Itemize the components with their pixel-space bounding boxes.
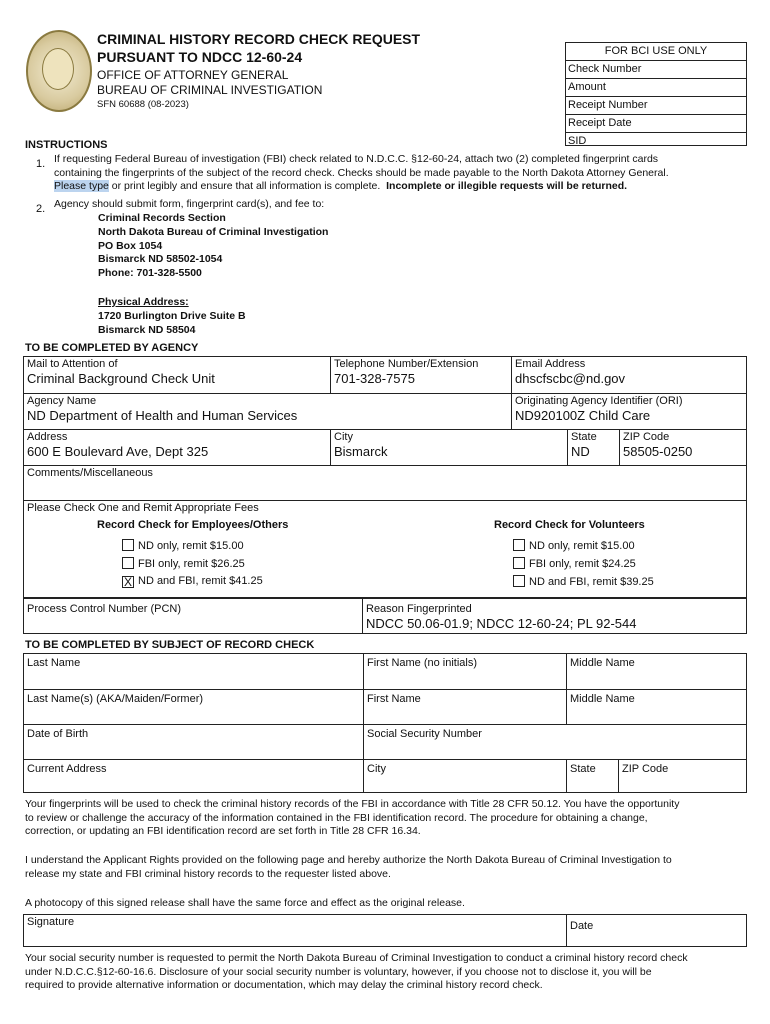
subject-zip-label: ZIP Code bbox=[622, 763, 669, 775]
bureau-name: BUREAU OF CRIMINAL INVESTIGATION bbox=[97, 83, 323, 97]
aka-first-name-label: First Name bbox=[367, 693, 421, 705]
physical-address-heading: Physical Address: bbox=[98, 296, 189, 308]
notice-line: required to provide alternative information or documentation, which may delay the criminal history record check. bbox=[25, 979, 543, 991]
signature-label: Signature bbox=[27, 916, 75, 928]
form-title-line1: CRIMINAL HISTORY RECORD CHECK REQUEST bbox=[97, 31, 421, 47]
comments-label: Comments/Miscellaneous bbox=[27, 467, 153, 479]
instruction-1-line2: containing the fingerprints of the subject of the record check. Checks should be made payable to the North Dakota Attorney General. bbox=[54, 166, 669, 179]
seal-badge-icon bbox=[42, 48, 74, 90]
address-value: 600 E Boulevard Ave, Dept 325 bbox=[27, 444, 209, 459]
photocopy-notice: A photocopy of this signed release shall have the same force and effect as the original release. bbox=[25, 897, 465, 909]
employees-heading: Record Check for Employees/Others bbox=[97, 519, 289, 531]
date-field[interactable] bbox=[566, 915, 746, 946]
volunteer-option-nd-fbi[interactable] bbox=[513, 575, 654, 589]
email-field[interactable] bbox=[511, 357, 746, 393]
mail-attention-field[interactable] bbox=[24, 357, 330, 393]
current-address-label: Current Address bbox=[27, 763, 107, 775]
state-value: ND bbox=[571, 444, 590, 459]
volunteer-option-fbi[interactable] bbox=[513, 557, 636, 571]
notice-line: to review or challenge the accuracy of the information contained in the FBI identification record. The procedure for obtaining a change, bbox=[25, 811, 648, 824]
mail-line: PO Box 1054 bbox=[98, 239, 163, 252]
employee-option-nd-fbi[interactable] bbox=[122, 575, 263, 588]
dob-field[interactable] bbox=[24, 724, 363, 759]
subject-section-heading: TO BE COMPLETED BY SUBJECT OF RECORD CHECK bbox=[25, 639, 315, 651]
address-label: Address bbox=[27, 431, 68, 443]
zip-value: 58505-0250 bbox=[623, 444, 693, 459]
subject-state-field[interactable] bbox=[566, 759, 618, 792]
middle-name-label: Middle Name bbox=[570, 657, 635, 669]
ori-field[interactable] bbox=[511, 393, 746, 429]
aka-last-name-label: Last Name(s) (AKA/Maiden/Former) bbox=[27, 693, 204, 705]
email-value: dhscfscbc@nd.gov bbox=[515, 371, 626, 386]
mailing-address bbox=[98, 212, 328, 281]
mail-line: North Dakota Bureau of Criminal Investigation bbox=[98, 225, 329, 238]
notice-line: under N.D.C.C.§12-60-16.6. Disclosure of your social security number is voluntary, however, if you choose not to disclose it, you will be bbox=[25, 965, 652, 978]
first-name-label: First Name (no initials) bbox=[367, 657, 478, 669]
pcn-field[interactable] bbox=[24, 599, 362, 633]
incomplete-warning: Incomplete or illegible requests will be returned. bbox=[386, 180, 628, 192]
bci-receipt-number: Receipt Number bbox=[566, 97, 746, 115]
agency-section-heading: TO BE COMPLETED BY AGENCY bbox=[25, 342, 199, 354]
city-value: Bismarck bbox=[334, 444, 388, 459]
pcn-reason-row bbox=[23, 598, 747, 634]
instructions-heading: INSTRUCTIONS bbox=[25, 139, 108, 151]
pcn-label: Process Control Number (PCN) bbox=[27, 603, 182, 615]
subject-table bbox=[23, 653, 747, 793]
mail-line: Criminal Records Section bbox=[98, 212, 226, 224]
instruction-2-number: 2. bbox=[36, 203, 46, 215]
please-type-highlight: Please type bbox=[54, 180, 109, 192]
last-name-field[interactable] bbox=[24, 654, 363, 689]
physical-address bbox=[98, 296, 246, 337]
checkbox[interactable] bbox=[513, 539, 525, 551]
office-name: OFFICE OF ATTORNEY GENERAL bbox=[97, 68, 289, 82]
fees-section bbox=[24, 500, 746, 597]
telephone-field[interactable] bbox=[330, 357, 511, 393]
ssn-field[interactable] bbox=[363, 724, 746, 759]
physical-line: 1720 Burlington Drive Suite B bbox=[98, 309, 246, 322]
address-field[interactable] bbox=[24, 429, 330, 465]
agency-table bbox=[23, 356, 747, 598]
checkbox[interactable] bbox=[122, 539, 134, 551]
ori-value: ND920100Z Child Care bbox=[515, 408, 651, 423]
mail-attention-label: Mail to Attention of bbox=[27, 358, 118, 370]
aka-middle-name-label: Middle Name bbox=[570, 693, 635, 705]
dob-label: Date of Birth bbox=[27, 728, 89, 740]
email-label: Email Address bbox=[515, 358, 586, 370]
option-label: ND only, remit $15.00 bbox=[529, 540, 635, 552]
employee-option-fbi[interactable] bbox=[122, 557, 245, 571]
option-label: ND and FBI, remit $41.25 bbox=[138, 575, 263, 587]
agency-name-value: ND Department of Health and Human Services bbox=[27, 408, 298, 423]
employee-option-nd[interactable] bbox=[122, 539, 244, 553]
bci-use-only-box bbox=[565, 42, 747, 146]
instruction-1-line3 bbox=[54, 180, 754, 194]
middle-name-field[interactable] bbox=[566, 654, 746, 689]
notice-line: release my state and FBI criminal history records to the requester listed above. bbox=[25, 867, 391, 880]
ssn-label: Social Security Number bbox=[367, 728, 482, 740]
ori-label: Originating Agency Identifier (ORI) bbox=[515, 395, 683, 407]
instruction-1-line1: If requesting Federal Bureau of investigation (FBI) check related to N.D.C.C. §12-60-24, attach two (2) completed fingerprint cards bbox=[54, 153, 659, 165]
physical-line: Bismarck ND 58504 bbox=[98, 323, 196, 336]
notice-line: Your fingerprints will be used to check the criminal history records of the FBI in accordance with Title 28 CFR 50.12. You have the opportunity bbox=[25, 798, 680, 810]
mail-line: Phone: 701-328-5500 bbox=[98, 267, 202, 280]
current-address-field[interactable] bbox=[24, 759, 363, 792]
bci-check-number: Check Number bbox=[566, 61, 746, 79]
ssn-disclosure-paragraph bbox=[25, 952, 747, 993]
checkbox[interactable] bbox=[513, 575, 525, 587]
telephone-value: 701-328-7575 bbox=[334, 371, 415, 386]
instruction-2: Agency should submit form, fingerprint card(s), and fee to: bbox=[54, 198, 325, 210]
reason-value: NDCC 50.06-01.9; NDCC 12-60-24; PL 92-544 bbox=[366, 616, 637, 631]
authorization-paragraph bbox=[25, 854, 672, 881]
subject-zip-field[interactable] bbox=[618, 759, 746, 792]
comments-field[interactable] bbox=[24, 465, 746, 500]
option-label: ND and FBI, remit $39.25 bbox=[529, 576, 654, 588]
state-label: State bbox=[571, 431, 597, 443]
aka-middle-name-field[interactable] bbox=[566, 689, 746, 724]
mail-line: Bismarck ND 58502-1054 bbox=[98, 253, 223, 266]
zip-field[interactable] bbox=[619, 429, 746, 465]
signature-field[interactable] bbox=[24, 915, 566, 946]
mail-attention-value: Criminal Background Check Unit bbox=[27, 371, 215, 386]
city-field[interactable] bbox=[330, 429, 567, 465]
zip-label: ZIP Code bbox=[623, 431, 670, 443]
subject-state-label: State bbox=[570, 763, 596, 775]
last-name-label: Last Name bbox=[27, 657, 81, 669]
notice-line: I understand the Applicant Rights provided on the following page and hereby authorize the North Dakota Bureau of Criminal Investigation to bbox=[25, 854, 672, 866]
notice-line: correction, or updating an FBI identification record are set forth in Title 28 CFR 16.34. bbox=[25, 825, 421, 837]
bci-amount: Amount bbox=[566, 79, 746, 97]
first-name-field[interactable] bbox=[363, 654, 566, 689]
form-title-line2: PURSUANT TO NDCC 12-60-24 bbox=[97, 49, 303, 65]
subject-city-field[interactable] bbox=[363, 759, 566, 792]
fbi-notice-paragraph bbox=[25, 798, 679, 839]
instruction-1-line3-text: or print legibly and ensure that all information is complete. bbox=[108, 180, 381, 192]
volunteer-option-nd[interactable] bbox=[513, 539, 635, 553]
bci-sid: SID bbox=[568, 135, 587, 147]
agency-name-field[interactable] bbox=[24, 393, 511, 429]
checkbox-checked[interactable]: X bbox=[123, 575, 132, 589]
aka-last-name-field[interactable] bbox=[24, 689, 363, 724]
volunteers-heading: Record Check for Volunteers bbox=[494, 519, 645, 531]
fees-label: Please Check One and Remit Appropriate Fees bbox=[27, 502, 259, 514]
bci-heading: FOR BCI USE ONLY bbox=[566, 43, 746, 61]
subject-city-label: City bbox=[367, 763, 386, 775]
option-label: FBI only, remit $26.25 bbox=[138, 558, 245, 570]
signature-row bbox=[23, 914, 747, 947]
date-label: Date bbox=[570, 920, 594, 932]
checkbox[interactable] bbox=[513, 557, 525, 569]
option-label: ND only, remit $15.00 bbox=[138, 540, 244, 552]
notice-line: Your social security number is requested to permit the North Dakota Bureau of Criminal Investigation to conduct a criminal history record check bbox=[25, 952, 688, 964]
state-field[interactable] bbox=[567, 429, 619, 465]
option-label: FBI only, remit $24.25 bbox=[529, 558, 636, 570]
reason-label: Reason Fingerprinted bbox=[366, 603, 472, 615]
city-label: City bbox=[334, 431, 353, 443]
form-number: SFN 60688 (08-2023) bbox=[97, 99, 189, 110]
reason-field[interactable] bbox=[362, 599, 746, 633]
agency-name-label: Agency Name bbox=[27, 395, 97, 407]
aka-first-name-field[interactable] bbox=[363, 689, 566, 724]
instruction-1-number: 1. bbox=[36, 158, 46, 170]
instruction-1 bbox=[54, 153, 754, 194]
telephone-label: Telephone Number/Extension bbox=[334, 358, 479, 370]
checkbox[interactable] bbox=[122, 557, 134, 569]
bci-receipt-date: Receipt Date bbox=[566, 115, 746, 133]
ag-seal-logo bbox=[26, 30, 92, 112]
